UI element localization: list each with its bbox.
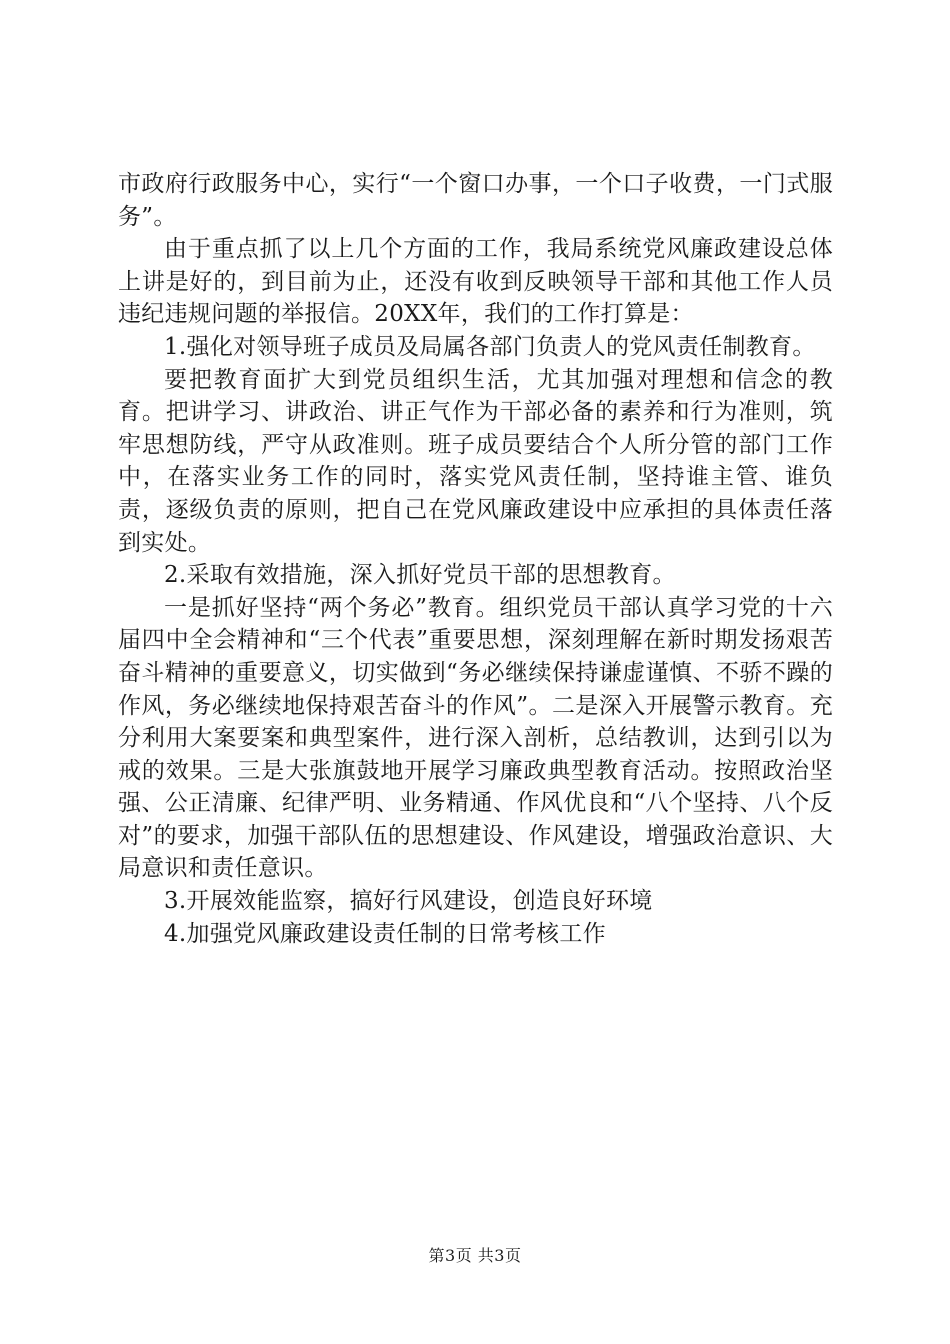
paragraph-2: 由于重点抓了以上几个方面的工作，我局系统党风廉政建设总体上讲是好的，到目前为止，还没有收到反映领导干部和其他工作人员违纪违规问题的举报信。20XX年，我们的工作打算是： (118, 236, 833, 328)
paragraph-8: 4.加强党风廉政建设责任制的日常考核工作 (164, 920, 606, 947)
paragraph-3: 1.强化对领导班子成员及局属各部门负责人的党风责任制教育。 (164, 333, 816, 360)
document-body (118, 168, 833, 950)
paragraph-4: 要把教育面扩大到党员组织生活，尤其加强对理想和信念的教育。把讲学习、讲政治、讲正气作为干部必备的素养和行为准则，筑牢思想防线，严守从政准则。班子成员要结合个人所分管的部门工作中，在落实业务工作的同时，落实党风责任制，坚持谁主管、谁负责，逐级负责的原则，把自己在党风廉政建设中应承担的具体责任落到实处。 (118, 366, 833, 556)
page-number-footer: 第3页 共3页 (428, 1246, 522, 1265)
paragraph-1: 市政府行政服务中心，实行“一个窗口办事，一个口子收费，一门式服务”。 (118, 171, 833, 230)
paragraph-6: 一是抓好坚持“两个务必”教育。组织党员干部认真学习党的十六届四中全会精神和“三个代表”重要思想，深刻理解在新时期发扬艰苦奋斗精神的重要意义，切实做到“务必继续保持谦虚谨慎、不骄不躁的作风，务必继续地保持艰苦奋斗的作风”。二是深入开展警示教育。充分利用大案要案和典型案件，进行深入剖析，总结教训，达到引以为戒的效果。三是大张旗鼓地开展学习廉政典型教育活动。按照政治坚强、公正清廉、纪律严明、业务精通、作风优良和“八个坚持、八个反对”的要求，加强干部队伍的思想建设、作风建设，增强政治意识、大局意识和责任意识。 (118, 594, 833, 882)
paragraph-5: 2.采取有效措施，深入抓好党员干部的思想教育。 (164, 562, 676, 589)
paragraph-7: 3.开展效能监察，搞好行风建设，创造良好环境 (164, 888, 653, 915)
